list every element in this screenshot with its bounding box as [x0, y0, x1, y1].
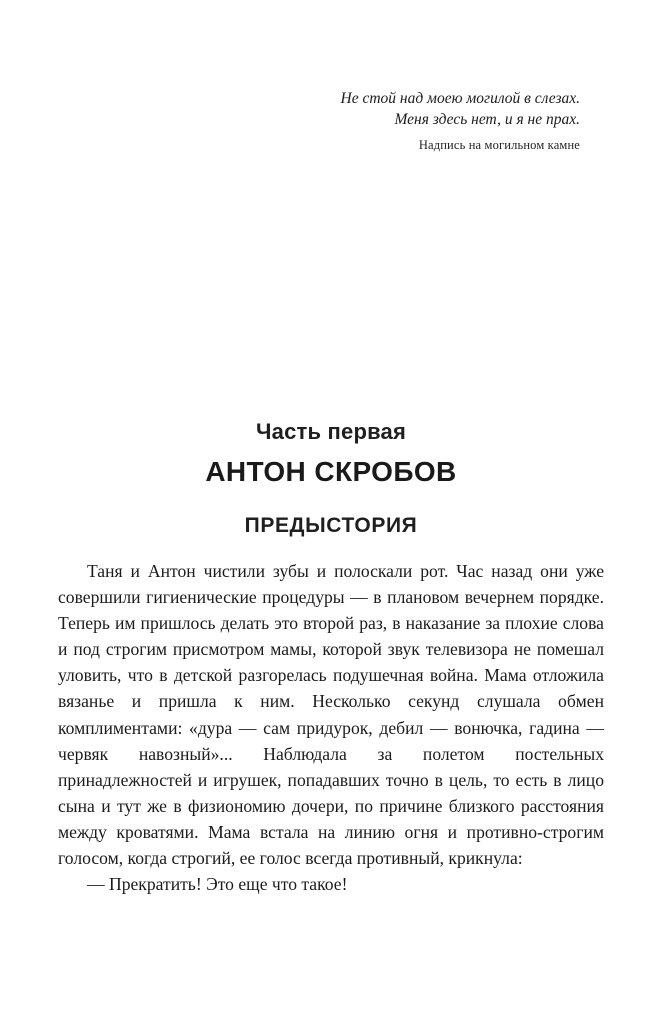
body-paragraph: Таня и Антон чистили зубы и полоскали рот. Час назад они уже совершили гигиенические процедуры — в плановом вечернем порядке. Теперь им пришлось делать это второй раз, в наказание за плохие слова и под строгим присмотром мамы, которой звук телевизора не помешал уловить, что в детской разгорелась подушечная война. Мама отложила вязанье и пришла к ним. Несколько секунд слушала обмен комплиментами: «дура — сам придурок, дебил — вонючка, гадина — червяк навозный»... Наблюдала за полетом постельных принадлежностей и игрушек, попадавших точно в цель, то есть в лицо сына и тут же в физиономию дочери, по причине близкого расстояния между кроватями. Мама встала на линию огня и противно-строгим голосом, когда строгий, ее голос всегда противный, крикнула:	[58, 561, 604, 869]
part-label: Часть первая	[255, 419, 406, 444]
title-block	[0, 418, 662, 539]
epigraph	[58, 88, 580, 155]
part-title: АНТОН СКРОБОВ	[205, 456, 457, 487]
epigraph-source: Надпись на могильном камне	[418, 138, 580, 152]
chapter-title: ПРЕДЫСТОРИЯ	[244, 514, 418, 537]
body-text	[58, 558, 604, 897]
epigraph-line-2: Меня здесь нет, и я не прах.	[394, 111, 580, 128]
epigraph-line-1: Не стой над моею могилой в слезах.	[340, 90, 580, 107]
body-paragraph: — Прекратить! Это еще что такое!	[87, 874, 348, 895]
